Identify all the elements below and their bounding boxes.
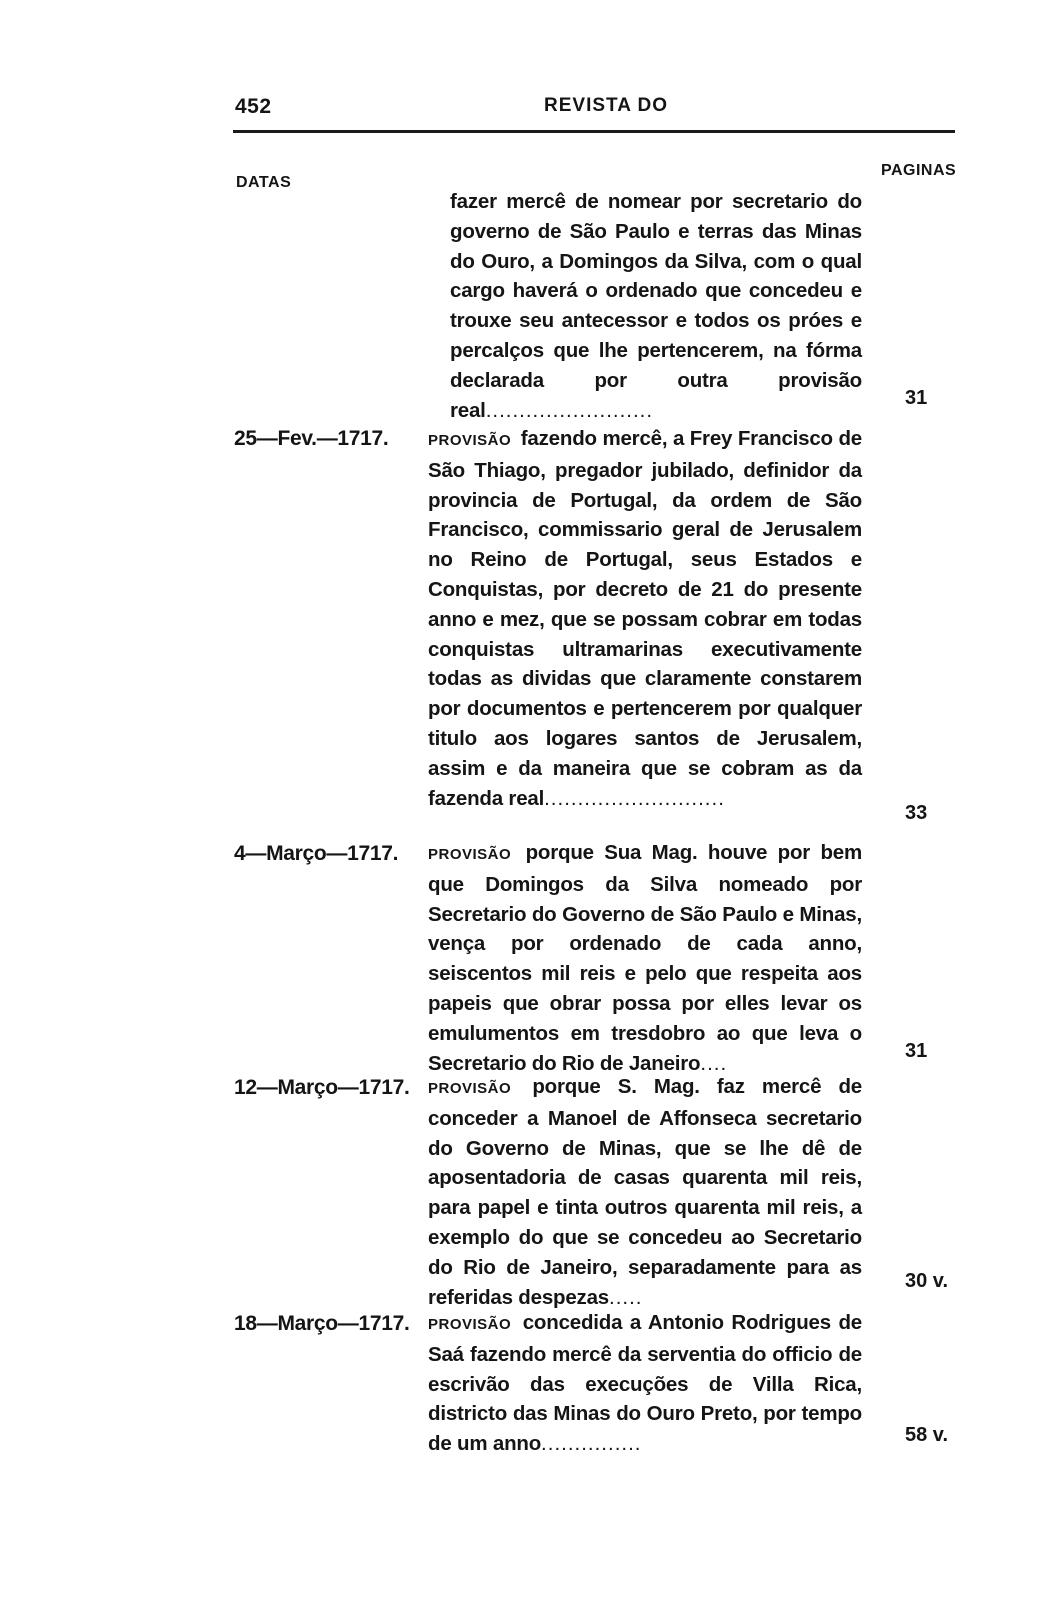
entry-body: porque S. Mag. faz mercê de conceder a Manoel de Affonseca secretario do Governo de Minas, que se lhe dê de aposentadoria de casas quarenta mil reis, para papel e tinta outros quarenta mil reis, a exemplo do que se concedeu ao Secretario do Rio de Janeiro, separadamente para as referidas despezas (428, 1075, 863, 1309)
dot-leader: ............... (541, 1432, 642, 1456)
entry-body: fazendo mercê, a Frey Francisco de São Thiago, pregador jubilado, definidor da provincia de Portugal, da ordem de São Francisco, commissario geral de Jerusalem no Reino de Portugal, seus Estados e Conquistas, por decreto de 21 do presente anno e mez, que se possam cobrar em todas conquistas ultramarinas executivamente todas as dividas que claramente constarem por documentos e pertencerem por qualquer titulo aos logares santos de Jerusalem, assim e da maneira que se cobram as da fazenda real (428, 427, 863, 810)
running-head (235, 95, 955, 125)
entry-body: porque Sua Mag. houve por bem que Domingos da Silva nomeado por Secretario do Governo de São Paulo e Minas, vença por ordenado de cada anno, seiscentos mil reis e pelo que respeita aos papeis que obrar possa por elles levar os emulumentos em tresdobro ao que leva o Secretario do Rio de Janeiro (428, 841, 862, 1075)
header-rule (233, 130, 955, 133)
entry-kind: PROVISÃO (428, 1316, 512, 1333)
entry-text (428, 838, 862, 1078)
entry-date: 18—Março—1717. (234, 1312, 410, 1335)
entry-page-ref: 33 (905, 802, 928, 824)
entry-page-ref: 58 v. (905, 1424, 948, 1446)
entry-text (428, 1308, 862, 1459)
dot-leader: ........................... (544, 786, 725, 810)
entry-text (428, 424, 862, 813)
dot-leader: ......................... (485, 398, 654, 422)
entry-page-ref: 30 v. (905, 1270, 948, 1292)
entry-text (450, 187, 862, 425)
dates-column-heading: DATAS (236, 174, 292, 191)
entry-body: concedida a Antonio Rodrigues de Saá fazendo mercê da serventia do officio de escrivão das execuções de Villa Rica, districto das Minas do Ouro Preto, por tempo de um anno (428, 1311, 863, 1456)
entry-date: 4—Março—1717. (234, 842, 399, 865)
entry-kind: PROVISÃO (428, 846, 512, 863)
dot-leader: ..... (609, 1285, 643, 1309)
journal-title: REVISTA DO (544, 95, 669, 116)
entry-date: 25—Fev.—1717. (234, 427, 389, 450)
entry-body: fazer mercê de nomear por secretario do governo de São Paulo e terras das Minas do Ouro, a Domingos da Silva, com o qual cargo haverá o ordenado que concedeu e trouxe seu antecessor e todos os próes e percalços que lhe pertencerem, na fórma declarada por outra provisão real (450, 190, 862, 422)
entry-text (428, 1072, 862, 1312)
entry-kind: PROVISÃO (428, 432, 512, 449)
entry-page-ref: 31 (905, 387, 928, 409)
entry-date: 12—Março—1717. (234, 1076, 410, 1099)
entry-page-ref: 31 (905, 1040, 928, 1062)
page-number: 452 (235, 95, 272, 118)
pages-column-heading: PAGINAS (881, 162, 957, 179)
dot-leader: .... (700, 1051, 728, 1075)
entry-kind: PROVISÃO (428, 1080, 512, 1097)
